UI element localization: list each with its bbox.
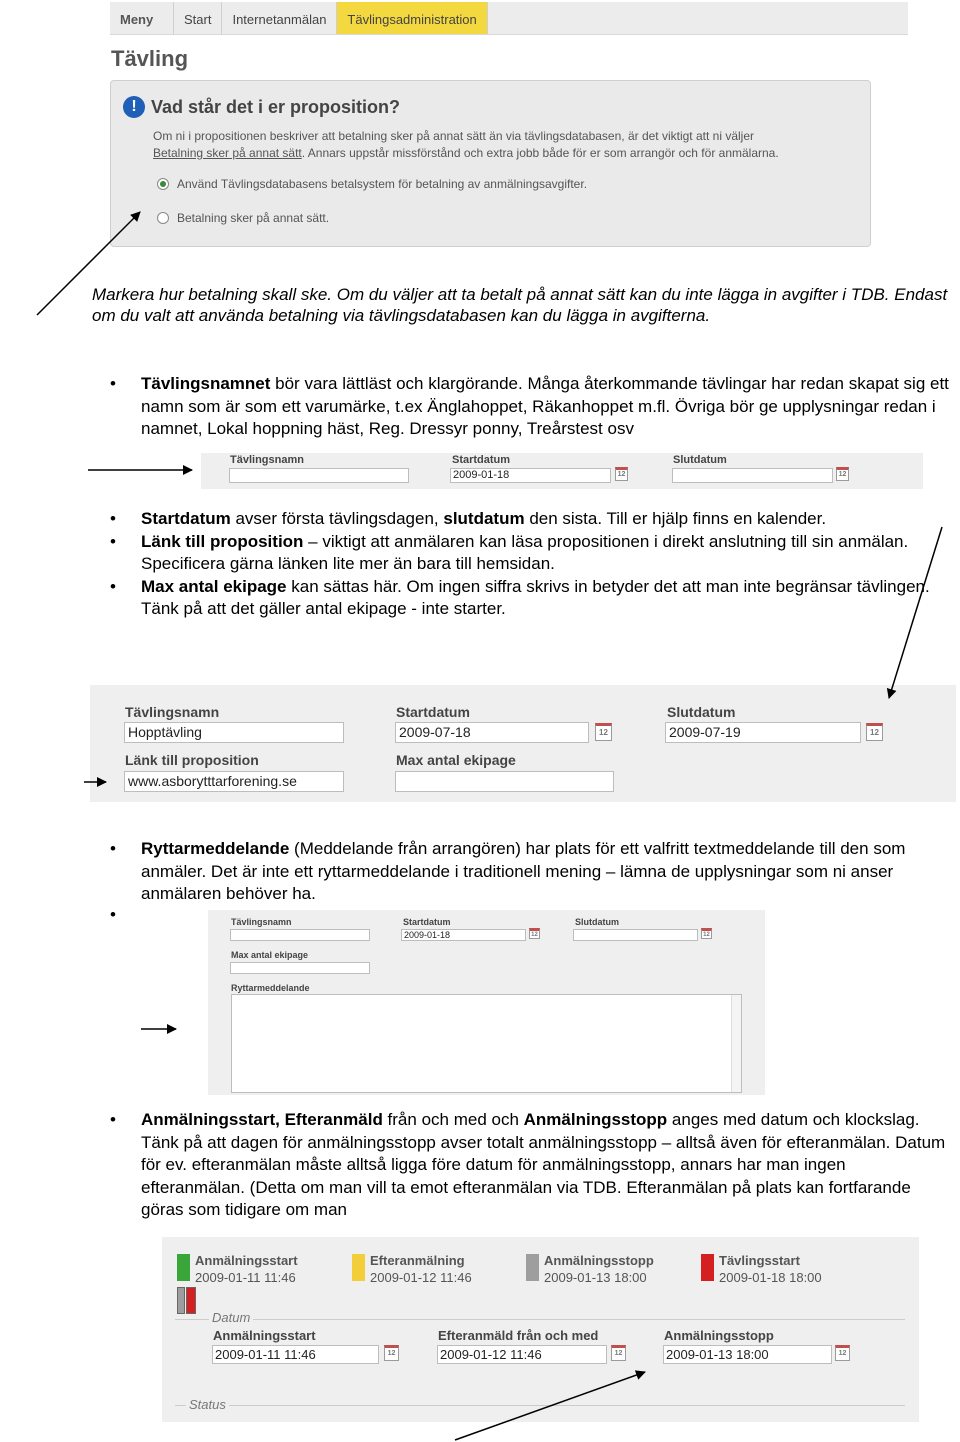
menu-item-tavlingsadministration[interactable]: Tävlingsadministration (337, 2, 487, 34)
status-value: 2009-01-12 11:46 (370, 1270, 472, 1285)
status-label: Efteranmälning (370, 1253, 465, 1268)
tavlingsnamn-input[interactable]: Hopptävling (124, 722, 344, 743)
bold-term: Anmälningsstopp (523, 1110, 668, 1129)
menu-item-start[interactable]: Start (174, 2, 222, 34)
bold-term: slutdatum (443, 509, 525, 528)
menu-item-internetanmalan[interactable]: Internetanmälan (222, 2, 337, 34)
calendar-icon[interactable]: 12 (529, 928, 540, 939)
anmalningsstopp-input[interactable]: 2009-01-13 18:00 (663, 1345, 832, 1364)
status-legend: Status (186, 1397, 229, 1412)
arrow-to-max-ekipage (889, 527, 942, 698)
label-max-ekipage: Max antal ekipage (396, 752, 516, 768)
calendar-icon[interactable]: 12 (384, 1345, 399, 1361)
label-slutdatum: Slutdatum (575, 917, 619, 927)
status-value: 2009-01-13 18:00 (544, 1270, 647, 1285)
bullet-text: (Meddelande från arrangören) har plats för ett valfritt textmeddelande till den som anmäler. Det är inte ett ryttarmeddelande i traditionell mening – lämna de upplysningar som ni anser anmälaren behöver ha. (141, 839, 906, 903)
efteranmald-input[interactable]: 2009-01-12 11:46 (437, 1345, 607, 1364)
startdatum-input[interactable]: 2009-01-18 (450, 468, 611, 483)
bold-term: Max antal ekipage (141, 576, 287, 596)
menu-item-meny[interactable]: Meny (110, 2, 174, 34)
calendar-icon[interactable]: 12 (866, 723, 883, 741)
desc-line1: Om ni i propositionen beskriver att betalning sker på annat sätt än via tävlingsdatabasen, är det viktigt att ni väljer (153, 129, 754, 143)
label-startdatum: Startdatum (396, 704, 470, 720)
bullet-text: avser första tävlingsdagen, (230, 509, 444, 528)
bold-term: Anmälningsstart, Efteranmäld (141, 1110, 383, 1129)
label-max-ekipage: Max antal ekipage (231, 950, 309, 960)
calendar-icon[interactable]: 12 (835, 1345, 850, 1361)
status-value: 2009-01-18 18:00 (719, 1270, 822, 1285)
bullet-text: – viktigt att anmälaren kan läsa propositionen i direkt anslutning till sin anmälan. Specificera gärna länken lite mer än bara till hemsidan. (141, 531, 909, 573)
calendar-icon[interactable]: 12 (836, 467, 849, 481)
datum-legend: Datum (209, 1310, 253, 1325)
label-startdatum: Startdatum (403, 917, 451, 927)
page-title: Tävling (111, 46, 189, 71)
label-slutdatum: Slutdatum (673, 454, 727, 466)
desc-rest: . Annars uppstår missförstånd och extra jobb både för er som arrangör och för anmälarna. (301, 146, 779, 160)
bullet-text: bör vara lättläst och klargörande. Många återkommande tävlingar har redan skapat sig ett namn som är som ett varumärke, t.ex Änglahoppet, Räkanhoppet m.fl. Övriga bör ge upplysningar redan i namnet, Lokal hoppning häst, Reg. Dressyr ponny, Treårstest osv (141, 374, 949, 438)
info-icon: ! (123, 96, 145, 118)
label-ryttarmeddelande: Ryttarmeddelande (231, 983, 310, 993)
label-lank: Länk till proposition (125, 752, 259, 768)
calendar-icon[interactable]: 12 (615, 467, 628, 481)
startdatum-input[interactable]: 2009-07-18 (395, 722, 589, 743)
bold-term: Ryttarmeddelande (141, 839, 290, 858)
calendar-icon[interactable]: 12 (701, 928, 712, 939)
bold-term: Länk till proposition (141, 531, 304, 551)
bold-term: Tävlingsnamnet (141, 374, 271, 393)
bullet-text: anges med datum och klockslag. Tänk på att dagen för anmälningsstopp avser totalt anmälningsstopp – alltså även för efteranmälan. Datum för ev. efteranmälan måste alltså ligga före datum för anmälningsstopp, annars har man ingen efteranmälan. (Detta om man vill ta emot efteranmälan via TDB. Efteranmälan på plats kan fortfarande göras som tidigare om man (141, 1110, 946, 1219)
lank-input[interactable]: www.asborytttarforening.se (124, 771, 344, 792)
bullet-text: kan sättas här. Om ingen siffra skrivs in betyder det att man inte begränsar tävlingen. Tänk på att det gäller antal ekipage - inte starter. (141, 576, 930, 618)
label-slutdatum: Slutdatum (667, 704, 736, 720)
caption: Markera hur betalning skall ske. Om du väljer att ta betalt på annat sätt kan du inte lägga in avgifter i TDB. Endast om du valt att använda betalning via tävlingsdatabasen kan du lägga in avgifterna. (92, 285, 948, 325)
calendar-icon[interactable]: 12 (595, 723, 612, 741)
status-label: Tävlingsstart (719, 1253, 800, 1268)
arrow-to-efteranmald (455, 1372, 645, 1440)
arrow-to-radio (37, 212, 140, 315)
payment-option-tdb-label: Använd Tävlingsdatabasens betalsystem för betalning av anmälningsavgifter. (177, 177, 588, 191)
status-label: Anmälningsstart (195, 1253, 298, 1268)
bold-term: Startdatum (141, 509, 231, 528)
payment-option-other-label: Betalning sker på annat sätt. (177, 211, 330, 225)
label-anmalningsstopp: Anmälningsstopp (664, 1328, 774, 1343)
bullet-text: den sista. Till er hjälp finns en kalender. (524, 509, 827, 528)
label-anmalningsstart: Anmälningsstart (213, 1328, 316, 1343)
label-efteranmald: Efteranmäld från och med (438, 1328, 599, 1343)
label-tavlingsnamn: Tävlingsnamn (125, 704, 220, 720)
proposition-title: Vad står det i er proposition? (151, 97, 401, 117)
desc-underlined: Betalning sker på annat sätt (153, 146, 302, 160)
startdatum-input[interactable]: 2009-01-18 (401, 929, 526, 941)
label-startdatum: Startdatum (452, 454, 511, 466)
status-value: 2009-01-11 11:46 (195, 1270, 296, 1285)
status-label: Anmälningsstopp (544, 1253, 654, 1268)
label-tavlingsnamn: Tävlingsnamn (231, 917, 292, 927)
label-tavlingsnamn: Tävlingsnamn (230, 454, 304, 466)
anmalningsstart-input[interactable]: 2009-01-11 11:46 (212, 1345, 379, 1364)
bullet-text: från och med och (382, 1110, 524, 1129)
slutdatum-input[interactable]: 2009-07-19 (665, 722, 861, 743)
calendar-icon[interactable]: 12 (611, 1345, 626, 1361)
bullet-empty: • (110, 905, 116, 924)
